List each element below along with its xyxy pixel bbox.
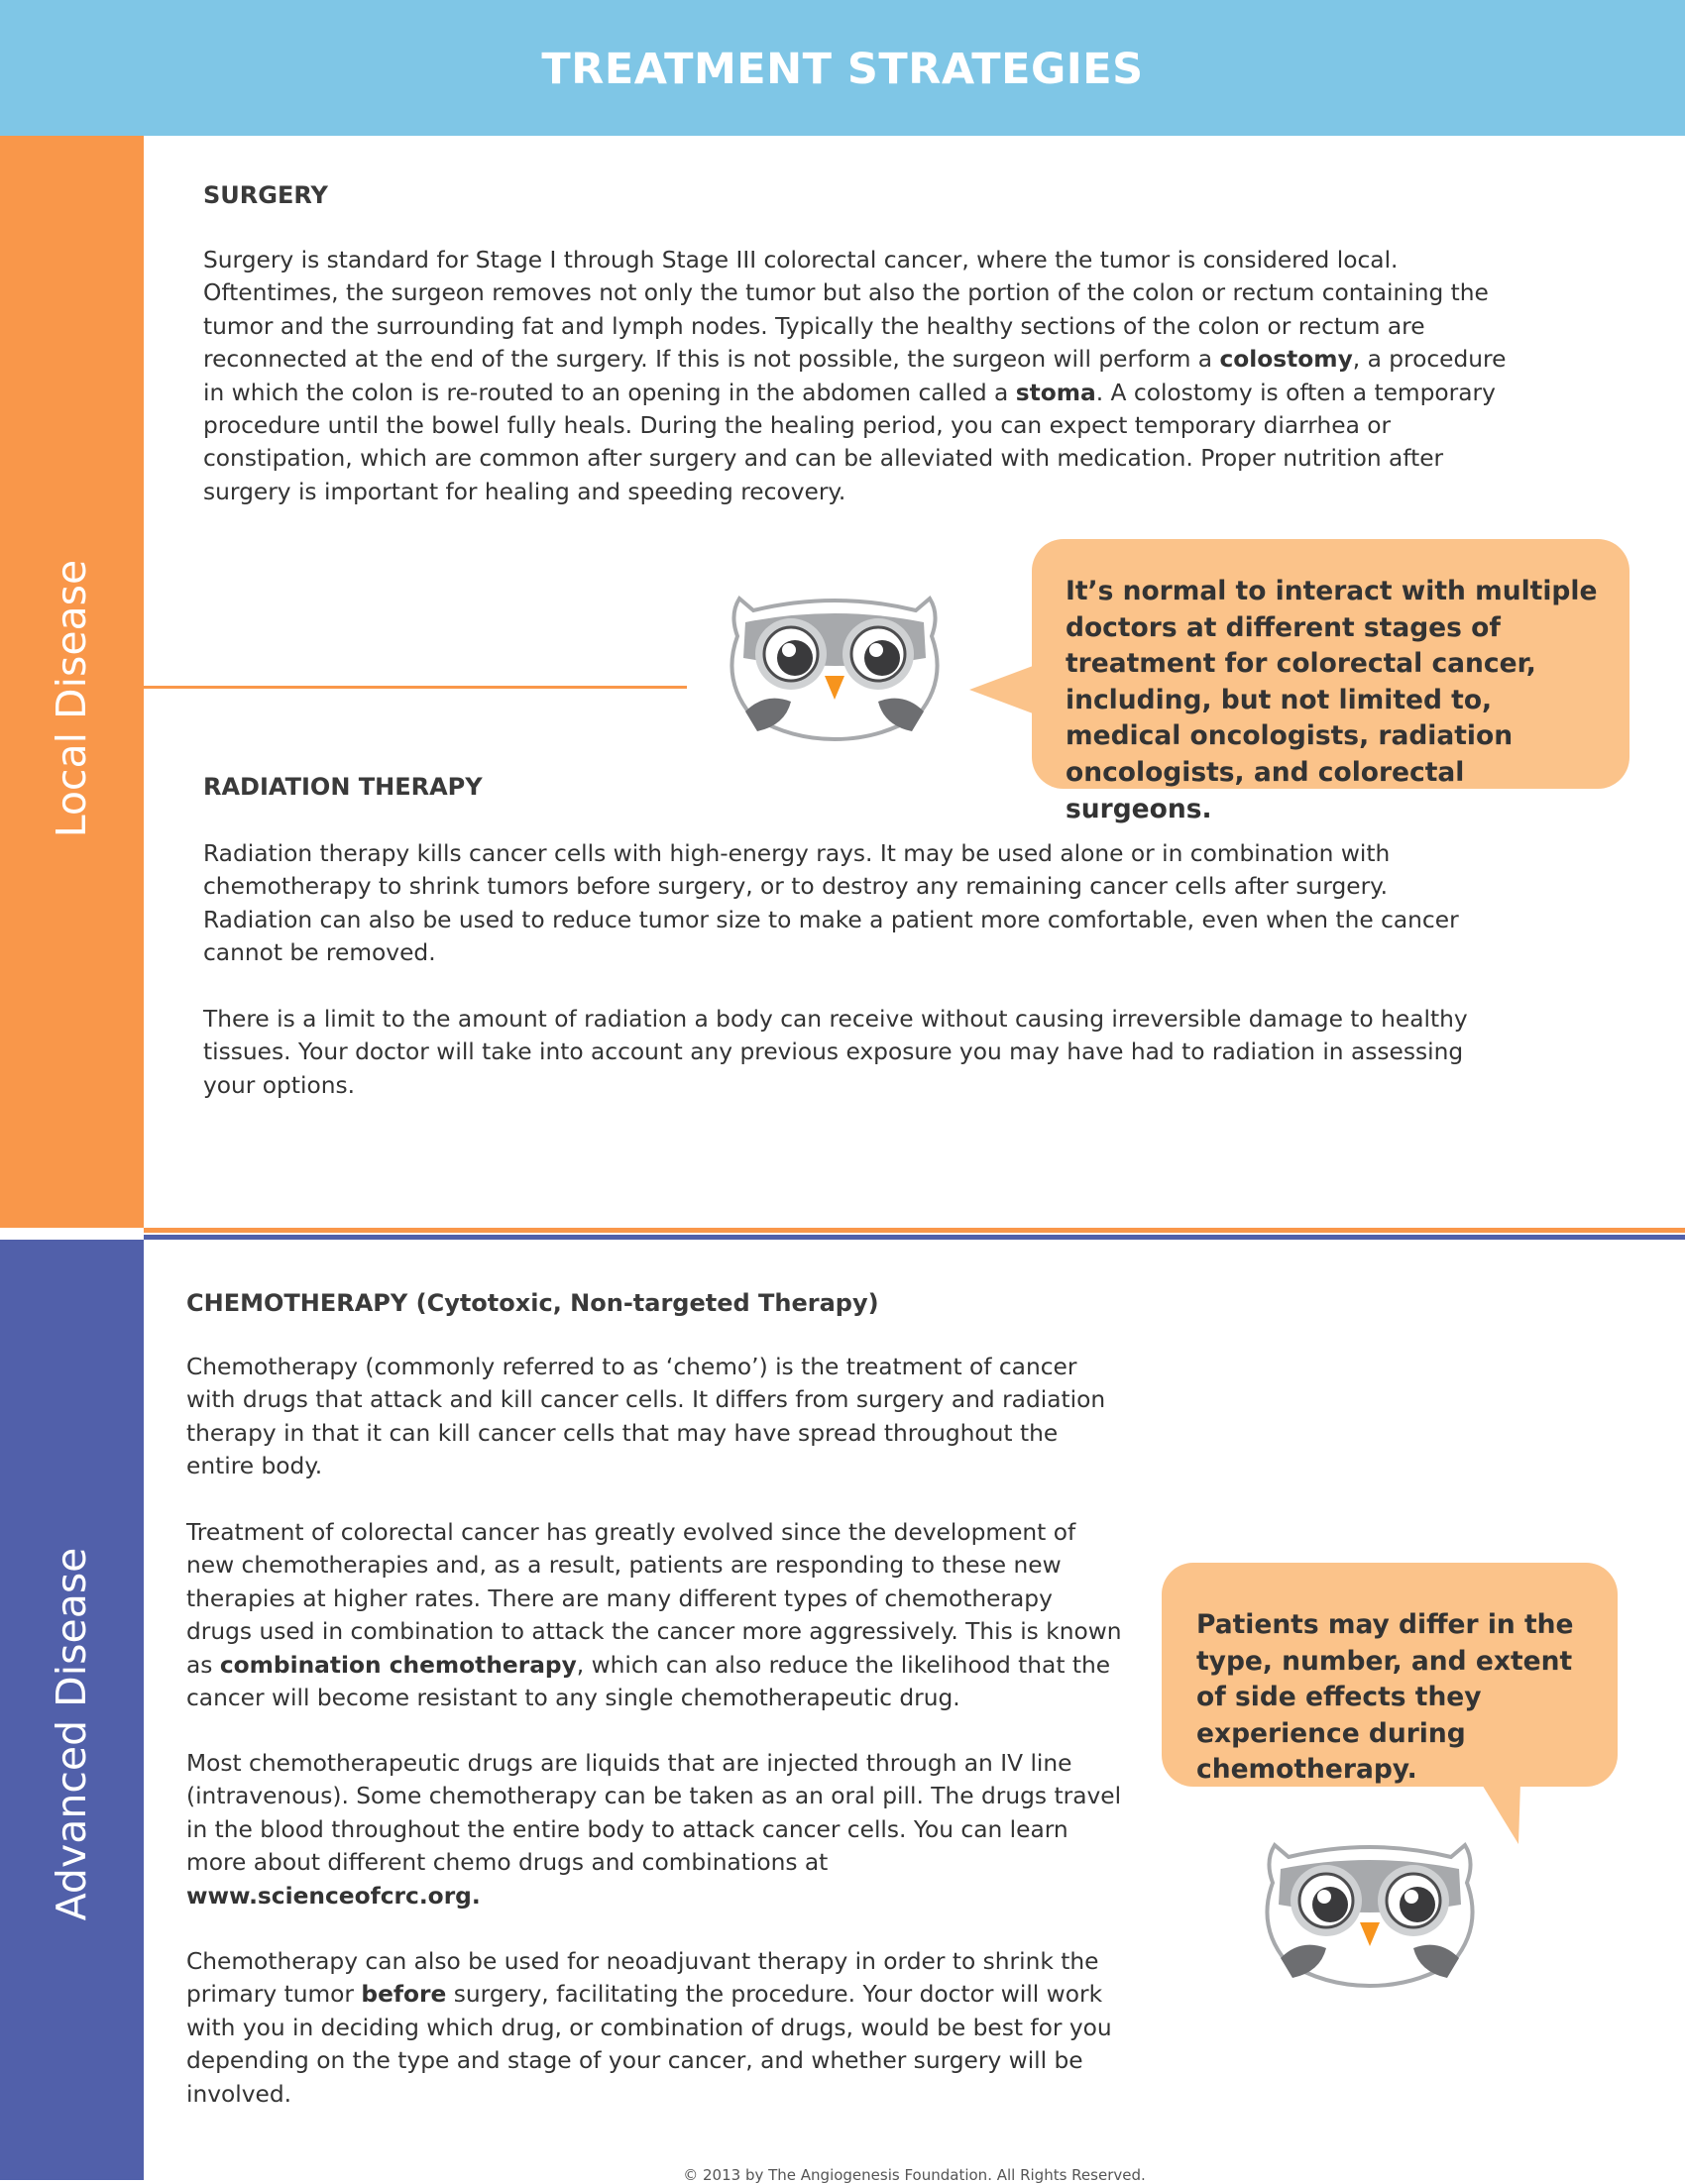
- callout-multiple-doctors: [1032, 539, 1629, 824]
- surgery-paragraph: Surgery is standard for Stage I through Stage III colorectal cancer, where the tumor is considered local. Oftentimes, the surgeon removes not only the tumor but also the portion of the colon or rectum containing the tumor and the surrounding fat and lymph nodes. Typically the healthy sections of the colon or rectum are reconnected at the end of the surgery. If this is not possible, the surgeon will perform a colostomy, a procedure in which the colon is re-routed to an opening in the abdomen called a stoma. A colostomy is often a temporary procedure until the bowel fully heals. During the healing period, you can expect temporary diarrhea or constipation, which are common after surgery and can be alleviated with medication. Proper nutrition after surgery is important for healing and speeding recovery.: [203, 247, 1507, 505]
- colostomy-term: colostomy: [1219, 346, 1353, 374]
- radiation-paragraph-2: There is a limit to the amount of radiation a body can receive without causing irreversible damage to healthy tissues. Your doctor will take into account any previous exposure you may have had to radiation in assessing your options.: [203, 1006, 1468, 1099]
- stoma-term: stoma: [1015, 379, 1096, 406]
- owl-mascot-icon: [706, 585, 963, 753]
- before-term: before: [361, 1981, 447, 2009]
- page-header: [0, 0, 1685, 136]
- radiation-paragraph-1: Radiation therapy kills cancer cells with high-energy rays. It may be used alone or in combination with chemotherapy to shrink tumors before surgery, or to destroy any remaining cancer cells after surgery. Radiation can also be used to reduce tumor size to make a patient more comfortable, even when the cancer cannot be removed.: [203, 840, 1459, 967]
- website-link[interactable]: www.scienceofcrc.org.: [186, 1882, 481, 1910]
- owl-mascot-icon: [1241, 1831, 1499, 2000]
- page-title: TREATMENT STRATEGIES: [541, 44, 1144, 94]
- radiation-heading: RADIATION THERAPY: [203, 773, 483, 801]
- copyright-footer: © 2013 by The Angiogenesis Foundation. All Rights Reserved.: [683, 2166, 1146, 2184]
- chemo-paragraph-2: Treatment of colorectal cancer has greatly evolved since the development of new chemotherapies and, as a result, patients are responding to these new therapies at higher rates. There are many different types of chemotherapy drugs used in combination to attack the cancer more aggressively. This is known as combination chemotherapy, which can also reduce the likelihood that the cancer will become resistant to any single chemotherapeutic drug.: [186, 1519, 1122, 1712]
- section-divider-advanced: [144, 1235, 1685, 1240]
- local-disease-label: Local Disease: [48, 559, 95, 838]
- callout-text: Patients may differ in the type, number, and extent of side effects they experience during chemotherapy.: [1196, 1609, 1574, 1786]
- chemo-paragraph-4: Chemotherapy can also be used for neoadjuvant therapy in order to shrink the primary tumor before surgery, facilitating the procedure. Your doctor will work with you in deciding which drug, or combination of drugs, would be best for you depending on the type and stage of your cancer, and whether surgery will be involved.: [186, 1948, 1112, 2108]
- callout-side-effects: [1162, 1563, 1618, 1787]
- chemotherapy-heading: CHEMOTHERAPY (Cytotoxic, Non-targeted Therapy): [186, 1289, 879, 1317]
- callout-connector-line: [144, 686, 687, 689]
- advanced-disease-label: Advanced Disease: [48, 1547, 95, 1921]
- chemo-paragraph-1: Chemotherapy (commonly referred to as ‘chemo’) is the treatment of cancer with drugs that attack and kill cancer cells. It differs from surgery and radiation therapy in that it can kill cancer cells that may have spread throughout the entire body.: [186, 1354, 1106, 1480]
- callout-text: It’s normal to interact with multiple doctors at different stages of treatment for colorectal cancer, including, but not limited to, medical oncologists, radiation oncologists, and colorectal surgeons.: [1066, 576, 1598, 824]
- combination-chemotherapy-term: combination chemotherapy: [219, 1651, 577, 1679]
- section-divider-local: [144, 1228, 1685, 1233]
- chemo-paragraph-3: Most chemotherapeutic drugs are liquids that are injected through an IV line (intravenous). Some chemotherapy can be taken as an oral pill. The drugs travel in the blood throughout the entire body to attack cancer cells. You can learn more about different chemo drugs and combinations at www.scienceofcrc.org.: [186, 1750, 1122, 1910]
- surgery-heading: SURGERY: [203, 181, 328, 209]
- callout-tail: [969, 666, 1033, 713]
